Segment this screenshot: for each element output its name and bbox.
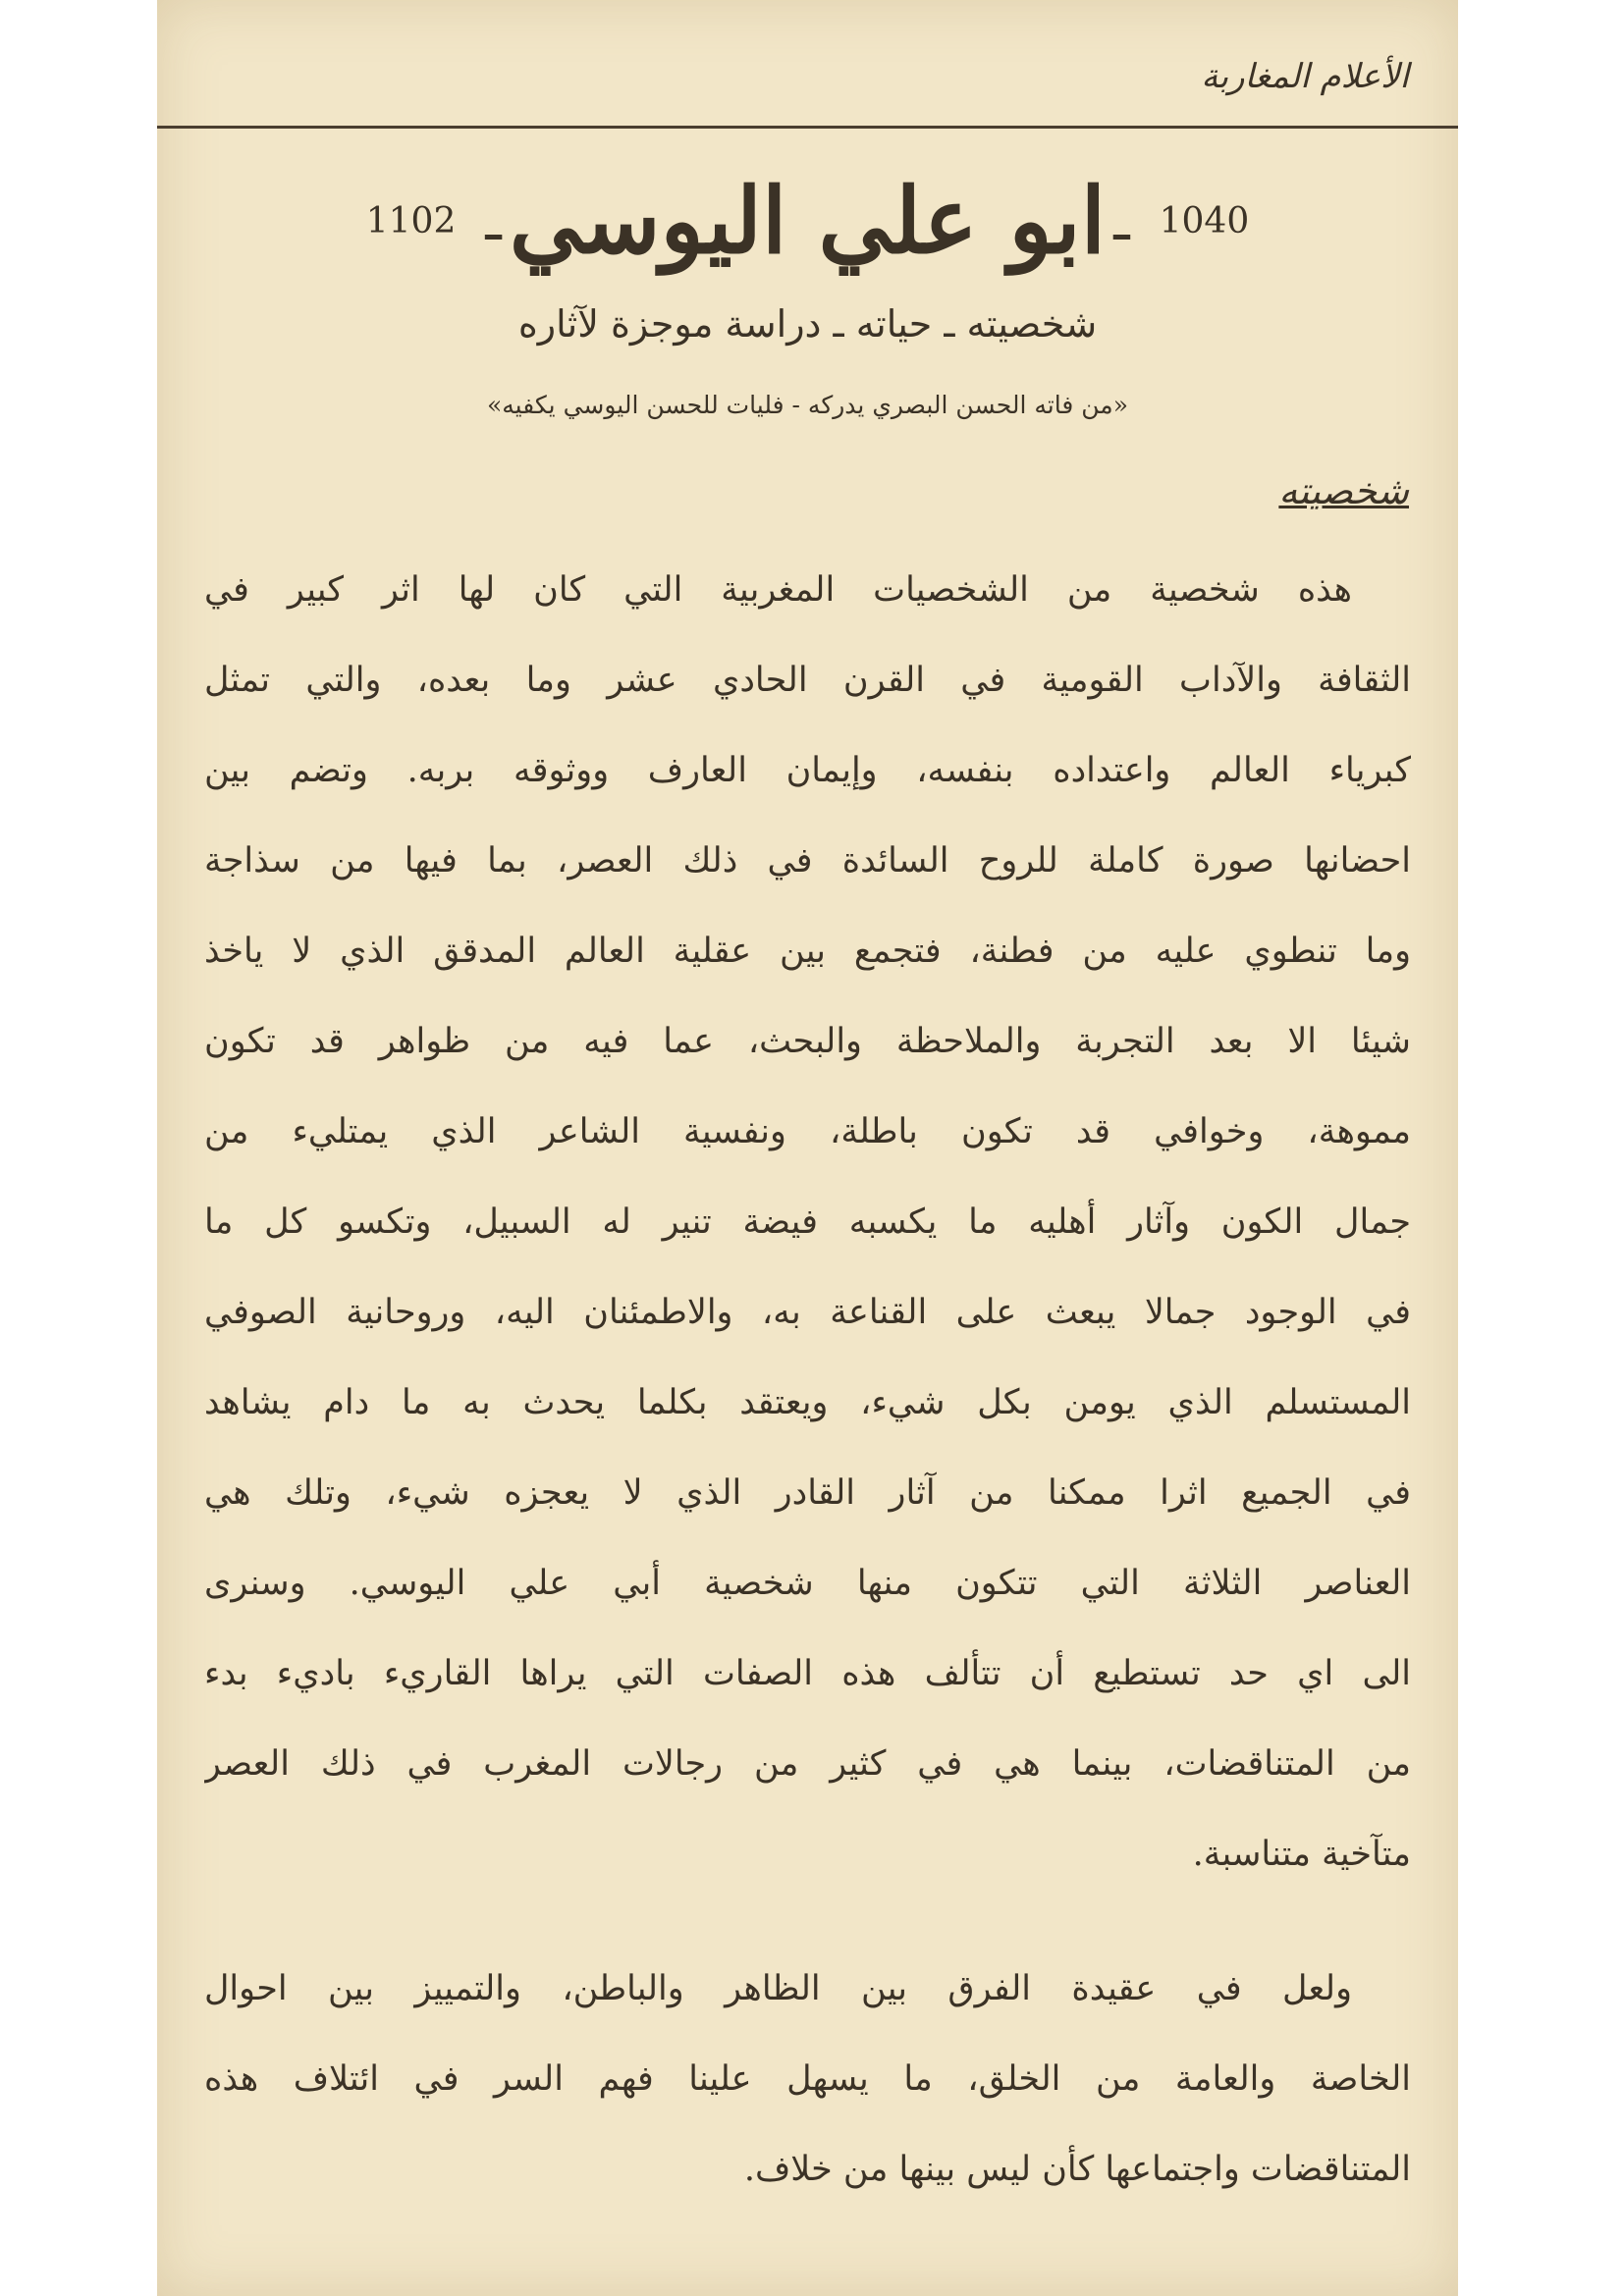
text-line: متآخية متناسبة. <box>1192 1835 1411 1874</box>
text-line: المستسلم الذي يومن بكل شيء، ويعتقد بكلما يحدث به ما دام يشاهد <box>204 1383 1411 1422</box>
text-line: احضانها صورة كاملة للروح السائدة في ذلك العصر، بما فيها من سذاجة <box>204 841 1411 881</box>
year-end: 1102 <box>365 200 457 241</box>
text-line: من المتناقضات، بينما هي في كثير من رجالات المغرب في ذلك العصر <box>204 1744 1411 1784</box>
text-line: هذه شخصية من الشخصيات المغربية التي كان لها اثر كبير في <box>204 570 1352 610</box>
text-line: الثقافة والآداب القومية في القرن الحادي عشر وما بعده، والتي تمثل <box>204 661 1411 700</box>
text-line: العناصر الثلاثة التي تتكون منها شخصية أبي علي اليوسي. وسنرى <box>204 1564 1411 1603</box>
epigraph-quote: «من فاته الحسن البصري يدركه - فليات للحسن اليوسي يكفيه» <box>486 391 1128 419</box>
text-line: شيئا الا بعد التجربة والملاحظة والبحث، عما فيه من ظواهر قد تكون <box>204 1022 1411 1061</box>
text-line: ولعل في عقيدة الفرق بين الظاهر والباطن، والتمييز بين احوال <box>204 1969 1352 2008</box>
text-line: وما تنطوي عليه من فطنة، فتجمع بين عقلية العالم المدقق الذي لا ياخذ <box>204 932 1411 971</box>
running-header <box>157 0 1458 130</box>
title-dash-left: ـ <box>485 188 502 253</box>
scanned-page <box>157 0 1458 2296</box>
text-line: مموهة، وخوافي قد تكون باطلة، ونفسية الشاعر الذي يمتليء من <box>204 1112 1411 1151</box>
series-title: الأعلام المغاربة <box>1201 57 1409 96</box>
text-line: في الوجود جمالا يبعث على القناعة به، والاطمئنان اليه، وروحانية الصوفي <box>204 1293 1411 1332</box>
page-title: ابو علي اليوسي <box>509 168 1107 274</box>
text-line: الى اي حد تستطيع أن تتألف هذه الصفات التي يراها القاريء باديء بدء <box>204 1654 1411 1693</box>
text-line: في الجميع اثرا ممكنا من آثار القادر الذي لا يعجزه شيء، وتلك هي <box>204 1473 1411 1513</box>
paragraph-1 <box>204 545 1411 1899</box>
title-row <box>157 147 1458 294</box>
year-start: 1040 <box>1159 200 1250 241</box>
subtitle: شخصيته ـ حياته ـ دراسة موجزة لآثاره <box>517 302 1098 346</box>
section-heading: شخصيته <box>1278 469 1409 512</box>
text-line: كبرياء العالم واعتداده بنفسه، وإيمان العارف ووثوقه بربه. وتضم بين <box>204 751 1411 790</box>
paragraph-2 <box>204 1944 1411 2215</box>
text-line: الخاصة والعامة من الخلق، ما يسهل علينا فهم السر في ائتلاف هذه <box>204 2059 1411 2099</box>
title-dash-right: ـ <box>1113 188 1130 253</box>
header-rule <box>157 126 1458 129</box>
text-line: المتناقضات واجتماعها كأن ليس بينها من خلاف. <box>743 2150 1411 2189</box>
text-line: جمال الكون وآثار أهليه ما يكسبه فيضة تنير له السبيل، وتكسو كل ما <box>204 1202 1411 1242</box>
